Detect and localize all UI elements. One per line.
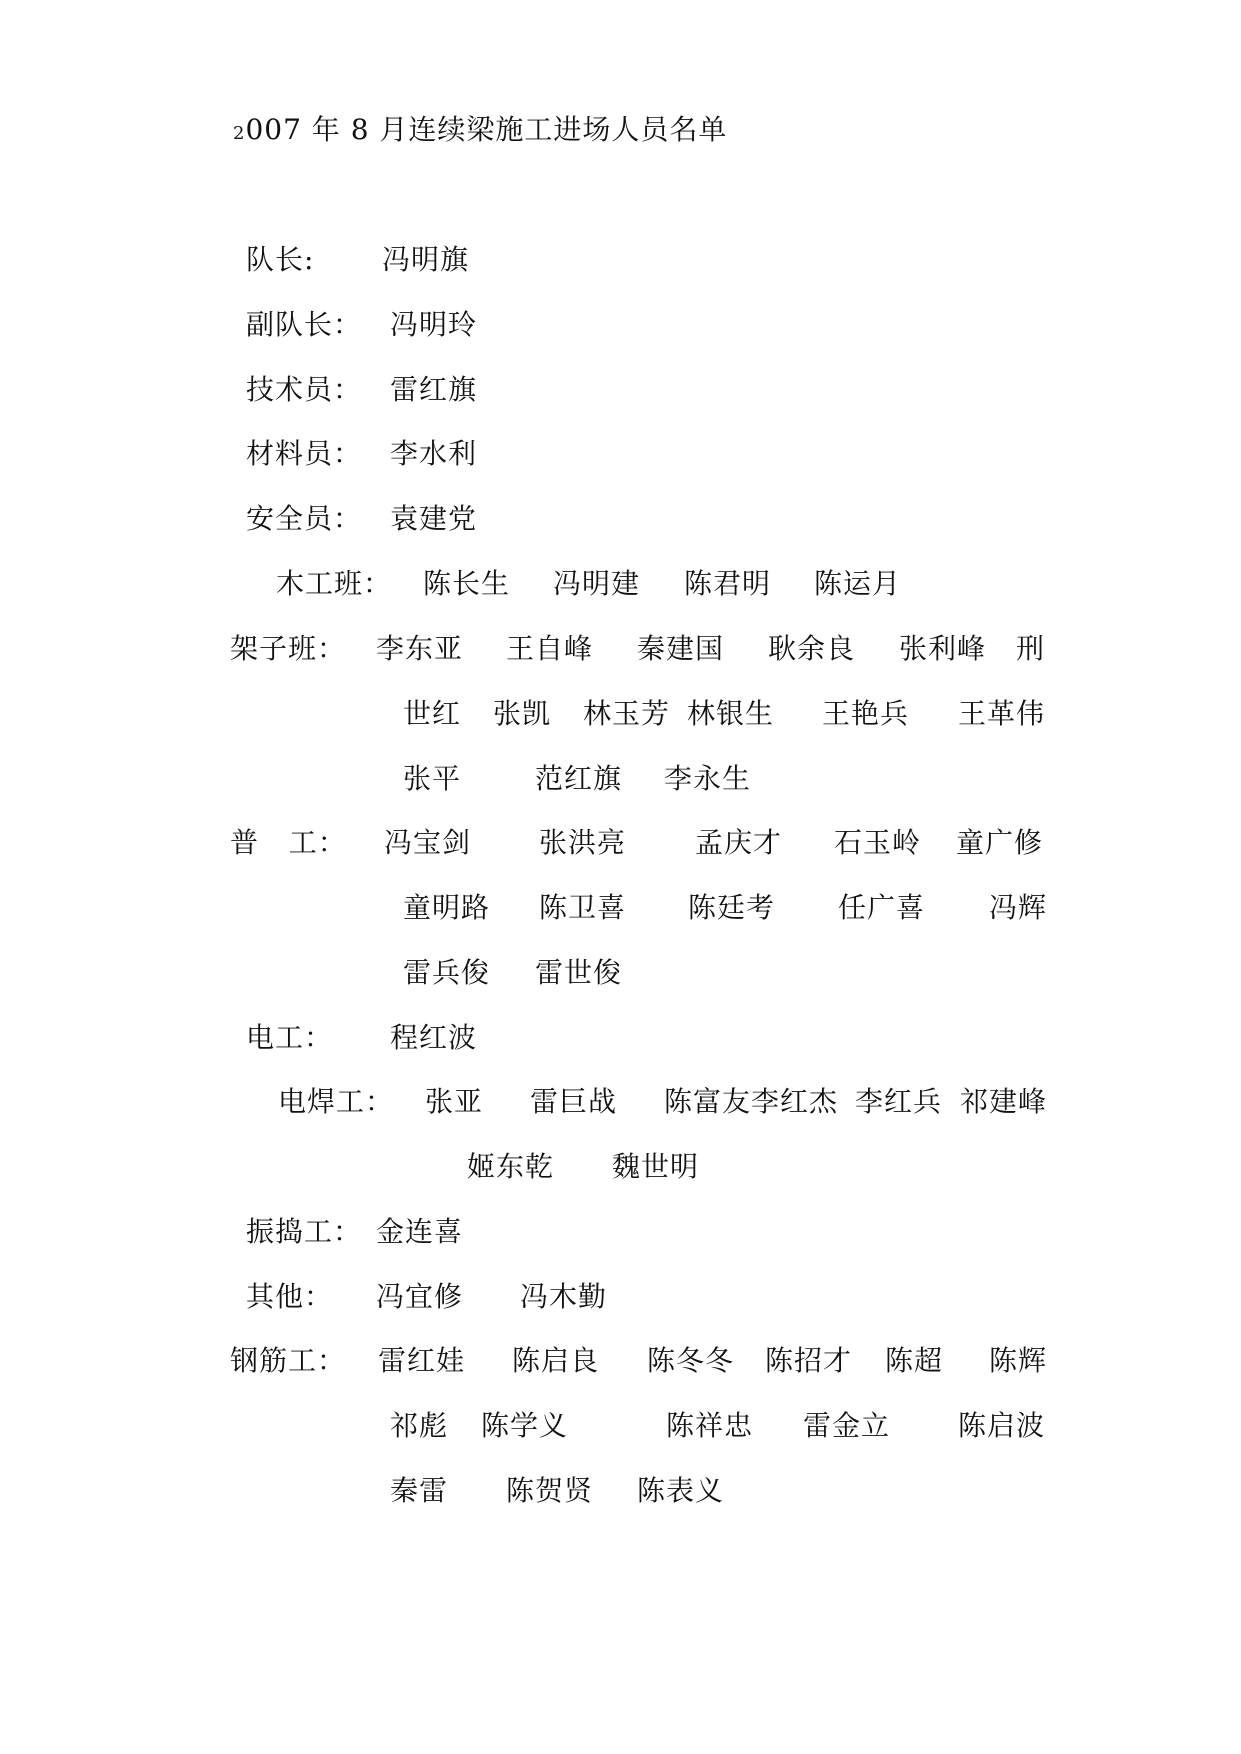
materials-name: 李水利 bbox=[390, 437, 478, 470]
rebar-name: 陈超 bbox=[885, 1344, 944, 1377]
welder-name: 姬东乾 bbox=[467, 1150, 555, 1183]
laborer-name: 陈廷考 bbox=[688, 891, 776, 924]
carpentry-name: 陈长生 bbox=[423, 567, 511, 600]
laborer-name: 石玉岭 bbox=[834, 826, 922, 859]
laborer-name: 雷世俊 bbox=[535, 956, 623, 989]
vibrator-label: 振捣工： bbox=[246, 1215, 363, 1248]
carpentry-name: 陈君明 bbox=[684, 567, 772, 600]
electrician-label: 电工： bbox=[246, 1021, 334, 1054]
rebar-name: 陈启良 bbox=[512, 1344, 600, 1377]
technician-name: 雷红旗 bbox=[390, 373, 478, 406]
laborer-name: 任广喜 bbox=[838, 891, 926, 924]
welder-name: 雷巨战 bbox=[530, 1085, 618, 1118]
scaffold-name: 范红旗 bbox=[535, 762, 623, 795]
welder-name: 祁建峰 bbox=[960, 1085, 1048, 1118]
rebar-name: 雷金立 bbox=[803, 1409, 891, 1442]
scaffold-name: 林银生 bbox=[687, 697, 775, 730]
laborer-name: 冯辉 bbox=[989, 891, 1048, 924]
captain-name: 冯明旗 bbox=[382, 243, 470, 276]
rebar-label: 钢筋工： bbox=[230, 1344, 347, 1377]
other-name: 冯木勤 bbox=[520, 1280, 608, 1313]
rebar-name: 陈招才 bbox=[765, 1344, 853, 1377]
captain-label: 队长: bbox=[246, 243, 315, 276]
welder-name: 魏世明 bbox=[612, 1150, 700, 1183]
laborer-name: 童广修 bbox=[956, 826, 1044, 859]
vice-captain-label: 副队长： bbox=[246, 308, 363, 341]
document-title bbox=[233, 112, 727, 152]
rebar-name: 陈表义 bbox=[637, 1474, 725, 1507]
welder-label: 电焊工： bbox=[278, 1085, 395, 1118]
scaffold-name: 张凯 bbox=[493, 697, 552, 730]
rebar-name: 陈祥忠 bbox=[666, 1409, 754, 1442]
laborer-name: 孟庆才 bbox=[695, 826, 783, 859]
other-name: 冯宜修 bbox=[376, 1280, 464, 1313]
rebar-name: 秦雷 bbox=[390, 1474, 449, 1507]
laborer-name: 张洪亮 bbox=[539, 826, 627, 859]
scaffold-name: 张平 bbox=[403, 762, 462, 795]
other-label: 其他： bbox=[246, 1280, 334, 1313]
rebar-name: 陈学义 bbox=[481, 1409, 569, 1442]
scaffold-name: 王自峰 bbox=[506, 632, 594, 665]
welder-name: 李红兵 bbox=[855, 1085, 943, 1118]
laborer-label: 普 工： bbox=[230, 826, 347, 859]
rebar-name: 雷红娃 bbox=[378, 1344, 466, 1377]
rebar-name: 陈启波 bbox=[958, 1409, 1046, 1442]
carpentry-name: 陈运月 bbox=[814, 567, 902, 600]
vice-captain-name: 冯明玲 bbox=[390, 308, 478, 341]
welder-name: 张亚 bbox=[425, 1085, 484, 1118]
technician-label: 技术员： bbox=[246, 373, 363, 406]
electrician-name: 程红波 bbox=[390, 1021, 478, 1054]
safety-label: 安全员： bbox=[246, 502, 363, 535]
carpentry-label: 木工班： bbox=[276, 567, 393, 600]
vibrator-name: 金连喜 bbox=[376, 1215, 464, 1248]
rebar-name: 陈冬冬 bbox=[647, 1344, 735, 1377]
materials-label: 材料员： bbox=[246, 437, 363, 470]
scaffold-name: 林玉芳 bbox=[583, 697, 671, 730]
laborer-name: 陈卫喜 bbox=[539, 891, 627, 924]
scaffold-label: 架子班： bbox=[230, 632, 347, 665]
scaffold-name: 张利峰 bbox=[899, 632, 987, 665]
scaffold-name: 王艳兵 bbox=[822, 697, 910, 730]
scaffold-name: 李东亚 bbox=[376, 632, 464, 665]
laborer-name: 冯宝剑 bbox=[384, 826, 472, 859]
laborer-name: 童明路 bbox=[403, 891, 491, 924]
scaffold-name: 耿余良 bbox=[768, 632, 856, 665]
title-prefix: 2 bbox=[233, 123, 246, 144]
welder-name: 陈富友李红杰 bbox=[664, 1085, 839, 1118]
scaffold-name: 秦建国 bbox=[637, 632, 725, 665]
rebar-name: 陈贺贤 bbox=[506, 1474, 594, 1507]
scaffold-name: 李永生 bbox=[664, 762, 752, 795]
rebar-name: 祁彪 bbox=[390, 1409, 449, 1442]
laborer-name: 雷兵俊 bbox=[403, 956, 491, 989]
scaffold-name: 世红 bbox=[403, 697, 462, 730]
carpentry-name: 冯明建 bbox=[553, 567, 641, 600]
safety-name: 袁建党 bbox=[390, 502, 478, 535]
scaffold-name: 刑 bbox=[1016, 632, 1046, 665]
rebar-name: 陈辉 bbox=[989, 1344, 1048, 1377]
title-text: 007 年 8 月连续梁施工进场人员名单 bbox=[245, 113, 728, 146]
scaffold-name: 王革伟 bbox=[958, 697, 1046, 730]
